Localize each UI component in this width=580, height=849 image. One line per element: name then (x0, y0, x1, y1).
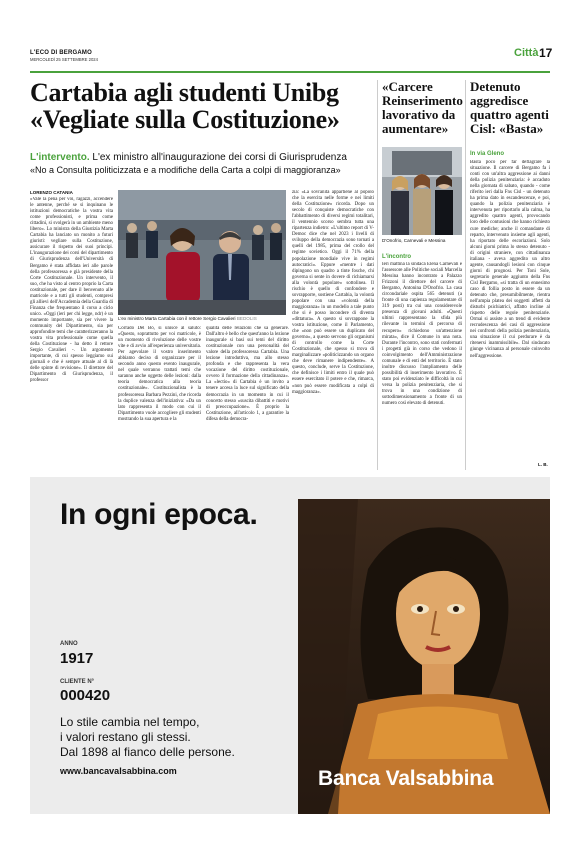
headline-line-2: «Vegliate sulla Costituzione» (30, 105, 340, 134)
article-column-3: qualità delle relazioni che sa generare. Dall'altro è bello che quest'anno la lezione inaugurale si basi sui temi del diritto costituzionale con una personalità del valore della professoressa Cartabia. Una lezione introduttiva, ma allo stesso profonda e che rappresenta la vera vocazione del diritto costituzionale, ovvero il formazione della cittadinanza». La «lectio» di Cartabia è un invito a tenere accesa la luce sul significato della democrazia in un momento in cui il concetto stesso «suscita dibattiti e motivi di preoccupazione». È proprio la Costituzione, all'articolo 1, a garantire la difesa della democra- (206, 326, 289, 422)
kicker-label: L'intervento. (30, 152, 90, 163)
side-article-2-headline: Detenuto aggredisce quattro agenti Cisl: «Basta» (470, 79, 549, 136)
newspaper-name: L'ECO DI BERGAMO (30, 50, 92, 56)
side-article-2-body: Basta poco per far deflagrare la situazione. Il carcere di Bergamo fa i conti con un'altra aggressione ai danni della polizia penitenziaria: è accaduto nella giornata di sabato, quando - come riferito ieri dalla Fns Cisl - un detenuto ha prima dato in escandescenze, e poi, quando la polizia penitenziaria è intervenuta per riportarlo alla calma, ha aggredito quattro agenti, provocando loro delle contusioni che hanno richiesto cure mediche; anche il comandante di reparto, intervenuto insieme agli agenti, ha riportato delle escoriazioni. Solo alcuni giorni prima lo stesso detenuto - di origini straniere, con cittadinanza italiana - aveva aggredito un altro agente, causandogli lesioni con cinque giorni di prognosi. Per Toni Sole, segretario generale aggiunto della Fns Cisl Bergamo, «si tratta di un ennesimo caso di follia posto in essere da un detenuto che, presumibilmente, rientra nell'ampia platea dei soggetti affetti da disturbi psichiatrici, affatto incline al rispetto delle regole penitenziarie. Ormai si assiste a un trend di evidente recrudescenza dei casi di aggressione nei confronti della polizia penitenziaria, una situazione il cui perdurare è da ritenersi inammissibile». Dal sindacato giunge vicinanza al personale coinvolto nell'aggressione. (470, 160, 550, 359)
main-kicker (30, 152, 375, 164)
caption-text: L'ex ministro Marta Cartabia con il rettore Sergio Cavalieri (118, 316, 236, 321)
cartabia-photo-image (118, 190, 286, 315)
column-divider (465, 80, 466, 470)
bank-advertisement[interactable] (30, 477, 550, 814)
article-column-2: Corrado Del Bò, si unisce al saluto: «Questo, soprattutto per voi matricole, è un momento di rivoluzione delle vostre vite e di avvio all'esperienza universitaria. Per agevolare il vostro inserimento abbiamo deciso di organizzare per il secondo anno questo evento inaugurale, nel quale verranno trattati temi che saranno anche oggetto delle lezioni: dalla teoria democratica alla teoria costituzionale». Costituzionalista è la professoressa Barbara Pezzini, che ricorda la duplice valenza dell'iniziativa: «Da un lato rappresenta il modo con cui il Dipartimento vuole accogliere gli studenti mostrando la sua apertura e la (118, 326, 201, 422)
main-photo-caption (118, 316, 298, 321)
article-column-4: zia: «La sovranità appartiene al popolo che la esercita nelle forme e nei limiti della Costituzione» ricorda. Dopo un secolo di conquiste democratiche con l'abbattimento di diversi regimi totalitari, il ventennio scorso sembra tutta una ripartenza indietro: «L'ultimo report di V-Democ dice che nel 2023 i livelli di sviluppo della democrazia sono tornati a quelli del 1985, prima del crollo del regime sovietico. Oggi il 71% della popolazione mondiale vive in regimi autocratici». Eppure «mentre i dati dipingono un quadro a tinte fosche, chi governa si sente in dovere di richiamarsi alla volontà popolare» sottolinea. Il rischio è quello di confondere e sovrapporre, sostiene Cartabia, la volontà popolare con una «volontà della maggioranza» in un modello a tale punto che si è posso incondere di diventa «dittatura». A questo si sovrappone la vostra istituzione, come il Parlamento, che «non può essere un duplicato del governo», a questo servono gli organismi di controllo come la Corte Costituzionale, che spesso si trova di marginalizzare «politicizzando un organo che deve rimanere indipendente». A questo, conclude, serve la Costituzione, che definisce i limiti entro il quale può essere esercitato il potere e che, rimarca, «non può essere modificata a colpi di maggioranza». (292, 190, 374, 395)
side-article-1-kicker: L'incontro (382, 254, 412, 260)
header-rule (30, 71, 550, 73)
ad-year-label: ANNO (60, 641, 78, 647)
slogan-line-3: Dal 1898 al fianco delle persone. (60, 745, 235, 759)
side-photo (382, 147, 462, 235)
side-article-2-kicker: In via Gleno (470, 151, 505, 157)
byline: LORENZO CATANIA (30, 190, 73, 195)
meeting-photo-image (382, 147, 462, 235)
side-article-1-headline: «Carcere Reinserimento lavorativo da aumentare» (382, 79, 463, 136)
slogan-line-1: Lo stile cambia nel tempo, (60, 715, 200, 729)
page-number: 17 (539, 46, 553, 60)
ad-client-value: 000420 (60, 687, 111, 704)
section-name: Città (514, 47, 539, 59)
ad-headline: In ogni epoca. (60, 498, 258, 531)
kicker-text: L'ex ministro all'inaugurazione dei corsi di Giurisprudenza (89, 152, 347, 163)
slogan-line-2: i valori restano gli stessi. (60, 730, 191, 744)
ad-website-link[interactable]: www.bancavalsabbina.com (60, 766, 177, 776)
column-divider (377, 80, 378, 470)
issue-date: MERCOLEDÌ 25 SETTEMBRE 2024 (30, 57, 98, 62)
photo-credit: BEDOLIS (236, 316, 257, 321)
main-headline (30, 79, 375, 133)
headline-line-1: Cartabia agli studenti Unibg (30, 78, 339, 107)
main-subhead: «No a Consulta politicizzata e a modifiche della Carta a colpi di maggioranza» (30, 165, 341, 175)
ad-year-value: 1917 (60, 650, 94, 667)
article-column-1: «Vale la pena per voi, ragazzi, accendere le antenne, perché se si inquinano le istituzioni democratiche la vostra vita come professionisti, e prima come cittadini, si svolgerà in un ambiente meno libero». Lo ministra della Giustizia Marta Cartabia ha lanciato un monito a futuri giuristi: vegliare sulla Costituzione, assicurare il rispetto dei suoi principi. L'inaugurazione dei corsi del dipartimento di Giurisprudenza dell'Università di Bergamo è stata affidata ieri alle parole della professoressa e già presidente della Corte Costituzionale. Un intervento, il suo, che ha visto al centro proprio la Carta costituzionale, per dare il benvenuto alle matricole e a tutti gli studenti, compresi gli allievi dell'Accademia della Guardia di Finanza che frequentano il corso a ciclo unico. «Oggi (ieri per chi legge, ndr) è un momento importante, sia per vivere la community del Dipartimento, sia per approfondire temi che caratterizzeranno la vostra vita professionale come quella della Costituzione - ha detto il rettore Sergio Cavalieri -. Un argomento importante, di cui spesso leggiamo sui giornali e che è sempre attuale al di là delle spinte di revisione». Il direttore del Dipartimento di Giurisprudenza, il professor (30, 197, 113, 384)
main-photo (118, 190, 286, 315)
ad-slogan (60, 715, 300, 760)
side-photo-caption: D'Onofrio, Carnevali e Messina (382, 238, 446, 243)
bank-brand-name: Banca Valsabbina (318, 767, 494, 790)
author-signature: L. B. (538, 462, 548, 467)
side-article-1-body: Ieri mattina la sindaca Elena Carnevali e l'assessore alle Politiche sociali Marcella Messina hanno incontrato a Palazzo Frizzoni il direttore del carcere di Bergamo, Antonina D'Onofrio. La casa circondariale ospita 565 detenuti (a fronte di una capienza regolamentare di 319 posti) tra cui una considerevole presenza di giovani adulti. «Questi ultimi rappresentano la sfida più rilevante in termini di percorso di recupero» richiedono un'attenzione mirata», dice il Comune in una nota. Durante l'incontro, sono stati confermati i progetti già in corso che vedono il coinvolgimento dell'Amministrazione comunale e di enti del territorio. È stato inoltre discusso l'ampliamento delle possibilità di inserimento lavorativo. È stato poi evidenziato le difficoltà in cui versa la polizia penitenziaria, che si trova in una condizione di sottodimensionamento a fronte di un numero così elevato di detenuti. (382, 262, 462, 407)
ad-client-label: CLIENTE N° (60, 679, 95, 685)
